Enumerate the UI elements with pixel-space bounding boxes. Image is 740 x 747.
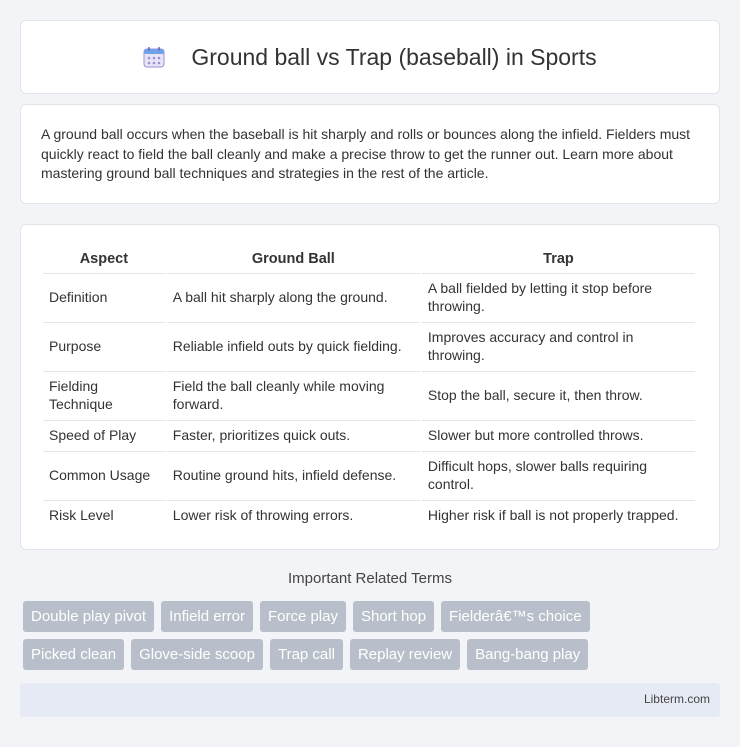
table-cell: Routine ground hits, infield defense. (167, 451, 420, 498)
table-row (43, 322, 695, 369)
page-title: Ground ball vs Trap (baseball) in Sports (191, 43, 597, 70)
table-cell: Higher risk if ball is not properly trapped. (422, 500, 695, 529)
tag-short-hop[interactable]: Short hop (353, 601, 434, 632)
comparison-table (41, 245, 697, 531)
tag-fielders-choice[interactable]: Fielderâ€™s choice (441, 601, 590, 632)
table-cell: Slower but more controlled throws. (422, 420, 695, 449)
table-cell: Purpose (43, 322, 165, 369)
intro-text: A ground ball occurs when the baseball is hit sharply and rolls or bounces along the infield. Fielders must quickly react to field the ball cleanly and make a precise throw to get the runner out. Learn more about mastering ground ball techniques and strategies in the rest of the article. (41, 126, 691, 181)
tag-trap-call[interactable]: Trap call (270, 639, 343, 670)
tag-row (23, 639, 723, 670)
table-cell: Improves accuracy and control in throwing. (422, 322, 695, 369)
header-ground-ball: Ground Ball (251, 251, 335, 267)
table-row (43, 500, 695, 529)
table-cell: A ball hit sharply along the ground. (167, 273, 420, 320)
tag-force-play[interactable]: Force play (260, 601, 346, 632)
table-cell: Definition (43, 273, 165, 320)
table-cell: Risk Level (43, 500, 165, 529)
table-cell: A ball fielded by letting it stop before throwing. (422, 273, 695, 320)
table-cell: Field the ball cleanly while moving forward. (167, 371, 420, 418)
intro-card (20, 104, 720, 204)
tag-bang-bang-play[interactable]: Bang-bang play (467, 639, 588, 670)
table-row (43, 371, 695, 418)
footer (20, 683, 720, 717)
table-cell: Stop the ball, secure it, then throw. (422, 371, 695, 418)
tag-infield-error[interactable]: Infield error (161, 601, 253, 632)
table-row (43, 420, 695, 449)
table-cell: Lower risk of throwing errors. (167, 500, 420, 529)
header-trap: Trap (543, 251, 574, 267)
table-row (43, 451, 695, 498)
tag-picked-clean[interactable]: Picked clean (23, 639, 124, 670)
tag-glove-side-scoop[interactable]: Glove-side scoop (131, 639, 263, 670)
comparison-table-card (20, 224, 720, 550)
table-cell: Reliable infield outs by quick fielding. (167, 322, 420, 369)
tag-double-play-pivot[interactable]: Double play pivot (23, 601, 154, 632)
table-cell: Common Usage (43, 451, 165, 498)
footer-site-link[interactable]: Libterm.com (643, 692, 710, 706)
header-aspect: Aspect (79, 251, 129, 267)
table-cell: Difficult hops, slower balls requiring control. (422, 451, 695, 498)
table-row (43, 273, 695, 320)
calendar-icon (143, 46, 165, 68)
table-cell: Speed of Play (43, 420, 165, 449)
tag-row (23, 601, 723, 632)
related-terms (23, 601, 723, 677)
table-cell: Fielding Technique (43, 371, 165, 418)
related-terms-title: Important Related Terms (288, 570, 452, 587)
title-card (20, 20, 720, 94)
table-cell: Faster, prioritizes quick outs. (167, 420, 420, 449)
tag-replay-review[interactable]: Replay review (350, 639, 460, 670)
